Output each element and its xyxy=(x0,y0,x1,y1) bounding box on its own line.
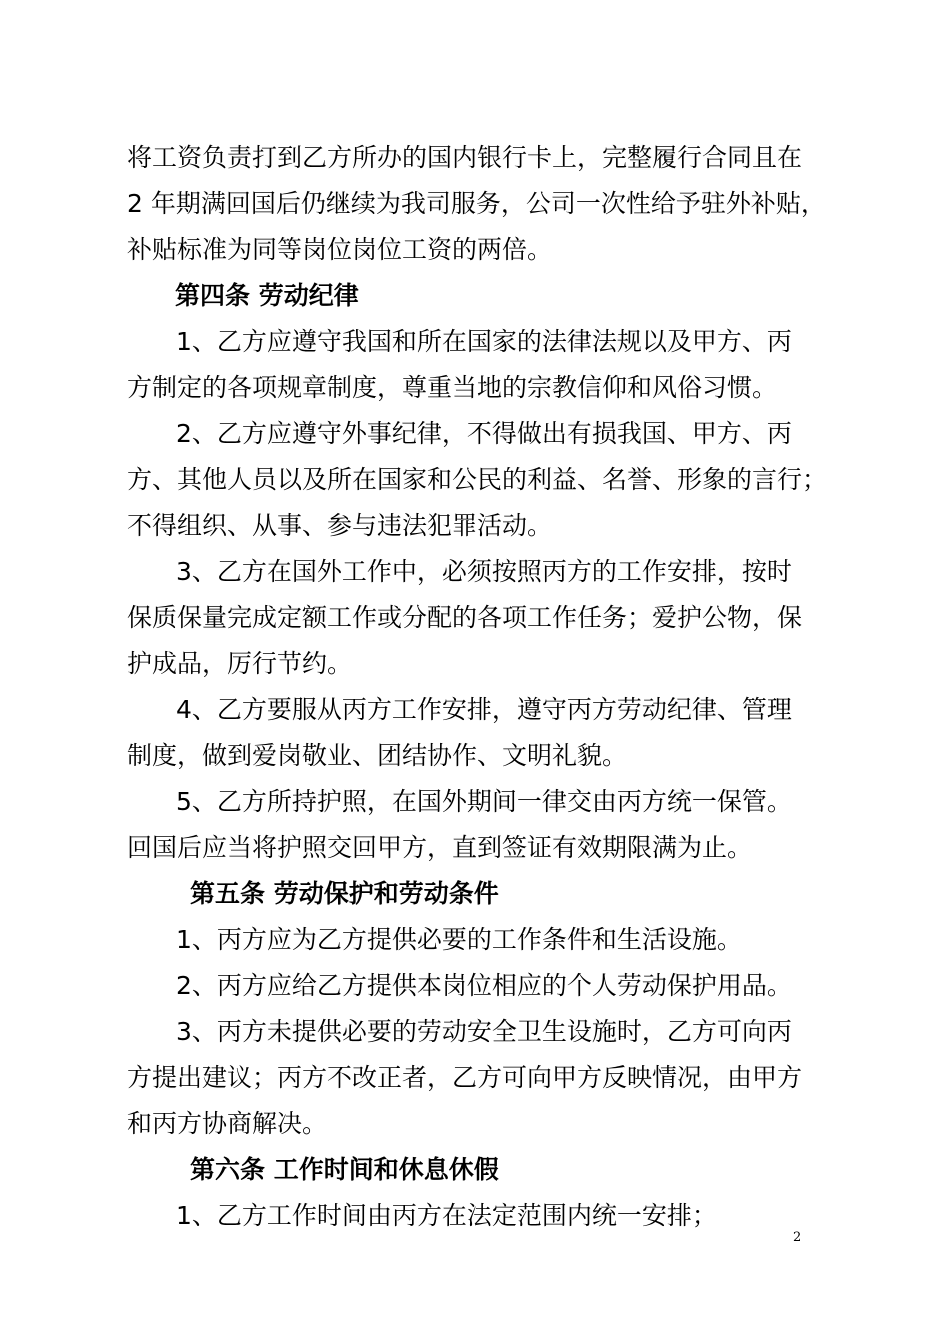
text-line: 护成品，厉行节约。 xyxy=(127,649,353,678)
section-heading-article-6: 第六条 工作时间和休息休假 xyxy=(190,1155,499,1184)
text-line: 2、乙方应遵守外事纪律，不得做出有损我国、甲方、丙 xyxy=(176,419,792,448)
text-line: 2 年期满回国后仍继续为我司服务，公司一次性给予驻外补贴， xyxy=(127,189,826,218)
text-line: 补贴标准为同等岗位岗位工资的两倍。 xyxy=(127,235,553,264)
text-line: 方制定的各项规章制度，尊重当地的宗教信仰和风俗习惯。 xyxy=(127,373,778,402)
page-number: 2 xyxy=(793,1230,802,1245)
text-line: 方、其他人员以及所在国家和公民的利益、名誉、形象的言行； xyxy=(127,465,828,494)
text-line: 1、丙方应为乙方提供必要的工作条件和生活设施。 xyxy=(176,925,742,954)
text-line: 方提出建议；丙方不改正者，乙方可向甲方反映情况，由甲方 xyxy=(127,1063,803,1092)
text-line: 3、乙方在国外工作中，必须按照丙方的工作安排，按时 xyxy=(176,557,792,586)
section-heading-article-5: 第五条 劳动保护和劳动条件 xyxy=(190,879,499,908)
text-line: 不得组织、从事、参与违法犯罪活动。 xyxy=(127,511,553,540)
text-line: 保质保量完成定额工作或分配的各项工作任务；爱护公物，保 xyxy=(127,603,803,632)
text-line: 回国后应当将护照交回甲方，直到签证有效期限满为止。 xyxy=(127,833,753,862)
text-line: 和丙方协商解决。 xyxy=(127,1109,328,1138)
text-line: 1、乙方应遵守我国和所在国家的法律法规以及甲方、丙 xyxy=(176,327,792,356)
text-line: 2、丙方应给乙方提供本岗位相应的个人劳动保护用品。 xyxy=(176,971,792,1000)
text-line: 将工资负责打到乙方所办的国内银行卡上，完整履行合同且在 xyxy=(127,143,803,172)
text-line: 4、乙方要服从丙方工作安排，遵守丙方劳动纪律、管理 xyxy=(176,695,792,724)
section-heading-article-4: 第四条 劳动纪律 xyxy=(175,281,359,310)
text-line: 1、乙方工作时间由丙方在法定范围内统一安排； xyxy=(176,1201,717,1230)
text-line: 5、乙方所持护照，在国外期间一律交由丙方统一保管。 xyxy=(176,787,792,816)
text-line: 3、丙方未提供必要的劳动安全卫生设施时，乙方可向丙 xyxy=(176,1017,792,1046)
text-line: 制度，做到爱岗敬业、团结协作、文明礼貌。 xyxy=(127,741,628,770)
